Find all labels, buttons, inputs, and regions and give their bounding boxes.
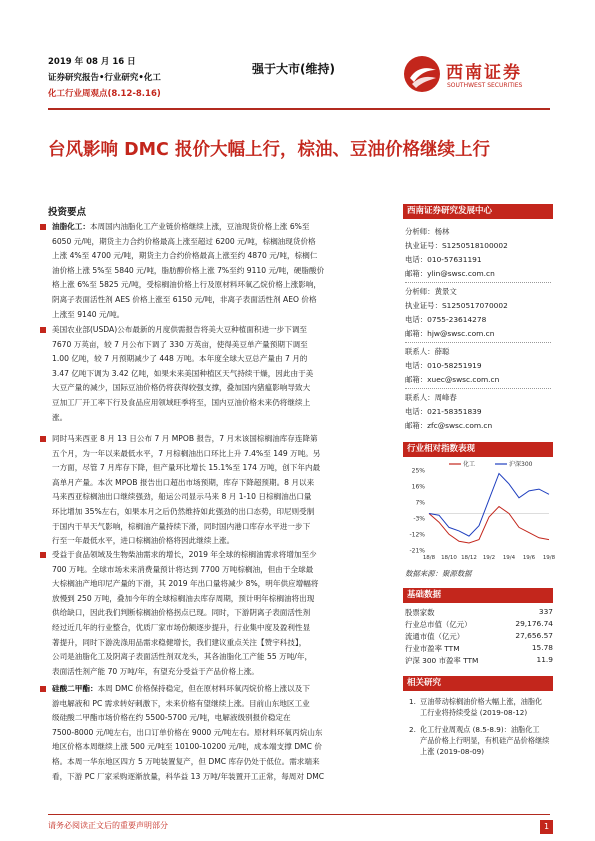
highlights-label: 投资要点 bbox=[48, 207, 87, 218]
report-type: 证券研究报告•行业研究•化工 bbox=[48, 73, 161, 83]
analyst-email[interactable]: 邮箱：ylin@swsc.com.cn bbox=[405, 269, 495, 278]
bullet-icon bbox=[40, 224, 46, 230]
header-divider bbox=[48, 108, 550, 110]
x-tick-label: 18/8 bbox=[422, 555, 436, 561]
analyst-license: 执业证号：S1250517070002 bbox=[405, 301, 508, 310]
divider bbox=[405, 342, 551, 343]
analyst-phone: 电话：0755-23614278 bbox=[405, 315, 487, 324]
y-tick-label: 7% bbox=[415, 499, 425, 507]
related-research-title: 相关研究 bbox=[403, 676, 553, 691]
paragraph-dmc: 硅酸二甲酯：本周 DMC 价格保持稳定，但在原材料环氧丙烷价格上涨以及下 游电解液和 PC 需求转好刺激下，未来价格有望继续上涨。目前山东地区工业 级硅酸二甲酯市场价格在约 5500-5700 元/吨，电解液级别报价稳定在 7500-8000 元/吨左右，出口订单价格在 9000 元/吨左右。原材料环氧丙烷山东 地区价格本周继续上涨 500 元/吨至 10100-10200 元/吨，成本端支撑 DMC 价 格。本周一华东地区四方 5 万吨装置复产，但 DMC 库存仍处于低位。需求端来 看，下游 PC 厂家采购逐渐放量，科华益 13 万吨/年装置开工正常，每周对 DMC bbox=[52, 682, 388, 784]
legend-label-hs300: 沪深300 bbox=[509, 461, 533, 468]
paragraph-mpob: 同时马来西亚 8 月 13 日公布 7 月 MPOB 报告，7 月末该国棕榈油库存连降第 五个月，为一年以来最低水平，7 月棕榈油出口环比上升 7.4%至 149 万吨。另 一方面，尽管 7 月库存下降，但产量环比增长 15.1%至 174 万吨，创下年内最 高单月产量。本次 MPOB 报告出口超出市场预期，库存下降超预期。8 月以来 马来西亚棕榈油出口继续强劲，船运公司显示马来 8 月 1-10 日棕榈油出口量 环比增加 35%左右，如果本月之后仍然维持如此强劲的出口态势，印尼则受制 于国内干旱天气影响，棕榈油产量持续下滑，同时国内港口库存水平进一步下 行至一年最低水平，进口棕榈油价格将因此继续上涨。 bbox=[52, 432, 388, 549]
basic-data-title: 基础数据 bbox=[403, 588, 553, 603]
logo-text-cn: 西南证券 bbox=[446, 63, 522, 83]
bullet-icon bbox=[40, 686, 46, 692]
y-tick-label: 25% bbox=[411, 467, 425, 475]
series-line-hs300 bbox=[429, 474, 549, 537]
report-date: 2019 年 08 月 16 日 bbox=[48, 57, 136, 67]
analyst-email[interactable]: 邮箱：hjw@swsc.com.cn bbox=[405, 329, 495, 338]
footer-divider bbox=[48, 814, 550, 815]
divider bbox=[405, 388, 551, 389]
bullet-icon bbox=[40, 327, 46, 333]
contact-email[interactable]: 邮箱：xuec@swsc.com.cn bbox=[405, 375, 500, 384]
contact-phone: 电话：010-58251919 bbox=[405, 361, 482, 370]
index-chart-title: 行业相对指数表现 bbox=[403, 442, 553, 457]
analyst-name: 分析师：黄景文 bbox=[405, 287, 457, 296]
x-tick-label: 19/4 bbox=[502, 555, 516, 561]
rating: 强于大市(维持) bbox=[252, 62, 335, 76]
x-tick-label: 19/2 bbox=[482, 555, 496, 561]
x-tick-label: 19/8 bbox=[542, 555, 556, 561]
divider bbox=[405, 282, 551, 283]
analyst-phone: 电话：010-57631191 bbox=[405, 255, 482, 264]
index-chart bbox=[403, 458, 556, 568]
x-tick-label: 19/6 bbox=[522, 555, 536, 561]
y-tick-label: -3% bbox=[413, 515, 425, 523]
y-tick-label: 16% bbox=[411, 483, 425, 491]
logo-swirl-icon bbox=[404, 56, 440, 92]
bullet-icon bbox=[40, 552, 46, 558]
page-number: 1 bbox=[540, 820, 553, 834]
contact-email[interactable]: 邮箱：zfc@swsc.com.cn bbox=[405, 421, 493, 430]
logo-text-en: SOUTHWEST SECURITIES bbox=[447, 82, 523, 89]
legend-label-chem: 化工 bbox=[463, 461, 476, 468]
contact-name: 联系人：周峰春 bbox=[405, 393, 457, 402]
y-tick-label: -12% bbox=[409, 531, 425, 539]
contact-name: 联系人：薛聪 bbox=[405, 347, 450, 356]
contact-phone: 电话：021-58351839 bbox=[405, 407, 482, 416]
x-tick-label: 18/10 bbox=[441, 555, 457, 561]
report-name: 化工行业周观点(8.12-8.16) bbox=[48, 89, 161, 99]
analyst-name: 分析师：杨林 bbox=[405, 227, 450, 236]
analyst-section-title: 西南证券研究发展中心 bbox=[403, 204, 553, 219]
paragraph-demand: 受益于食品领域及生物柴油需求的增长，2019 年全球的棕榈油需求将增加至少 700 万吨。全球市场未来消费量预计将达到 7700 万吨棕榈油，但由于全球最 大棕榈油产地印尼产量的下滑，其 2019 年出口量将减少 8%，明年供应增幅将 放慢到 250 万吨，叠加今年的全球棕榈油去库存周期，预计明年棕榈油将出现 供给缺口，因此我们判断棕榈油价格拐点已现。同时，下游阴离子表面活性剂 经过近几年的行业整合，优质厂家市场份额逐步提升，行业集中度及盈利性显 著提升，同时下游洗涤用品需求稳健增长，我们建议重点关注【赞宇科技】， 公司是油脂化工及阴离子表面活性剂双龙头，其各油脂化工产能 55 万吨/年， 表面活性剂产能 70 万吨/年，有望充分受益于产品价格上涨。 bbox=[52, 548, 388, 679]
y-tick-label: -21% bbox=[409, 547, 425, 555]
report-title: 台风影响 DMC 报价大幅上行，棕油、豆油价格继续上行 bbox=[48, 140, 490, 160]
analyst-license: 执业证号：S1250518100002 bbox=[405, 241, 508, 250]
footer-disclaimer[interactable]: 请务必阅读正文后的重要声明部分 bbox=[48, 821, 168, 830]
paragraph-usda: 美国农业部(USDA)公布最新的月度供需报告将美大豆种植面积进一步下调至 7670 万英亩，较 7 月公布下调了 330 万英亩，使得美豆单产量预期下调至 1.00 亿吨，较 7 月预期减少了 448 万吨。本年度全球大豆总产量由 7 月的 3.47 亿吨下调为 3.42 亿吨，如果未来美国种植区天气持续干燥，因此由于美 大豆产量的减少，国际豆油价格仍将获得较强支撑，叠加国内猪瘟影响导致大 豆加工厂开工率下行及食品应用领域旺季将至，国内豆油价格未来仍将继续上 涨。 bbox=[52, 323, 388, 425]
paragraph-lead: 油脂化工： bbox=[52, 222, 90, 231]
paragraph-oleochemical: 油脂化工：本周国内油脂化工产业链价格继续上涨，豆油现货价格上涨 6%至 6050 元/吨，期货主力合约价格最高上涨至超过 6200 元/吨，棕榈油现货价格 上涨 4%至 4700 元/吨，期货主力合约价格最高上涨至约 4870 元/吨，棕榈仁 油价格上涨 5%至 5840 元/吨，脂肪醇价格上涨 7%至约 9110 元/吨，硬脂酸价 格上涨 6%至 5825 元/吨，受棕榈油价格上行及原材料环氧乙烷价格上涨影响， 阴离子表面活性剂 AES 价格上涨至 6150 元/吨，非离子表面活性剂 AEO 价格 上涨至 9140 元/吨。 bbox=[52, 220, 388, 322]
chart-source: 数据来源：聚源数据 bbox=[405, 569, 472, 578]
bullet-icon bbox=[40, 436, 46, 442]
paragraph-lead: 硅酸二甲酯： bbox=[52, 684, 98, 693]
x-tick-label: 18/12 bbox=[461, 555, 477, 561]
